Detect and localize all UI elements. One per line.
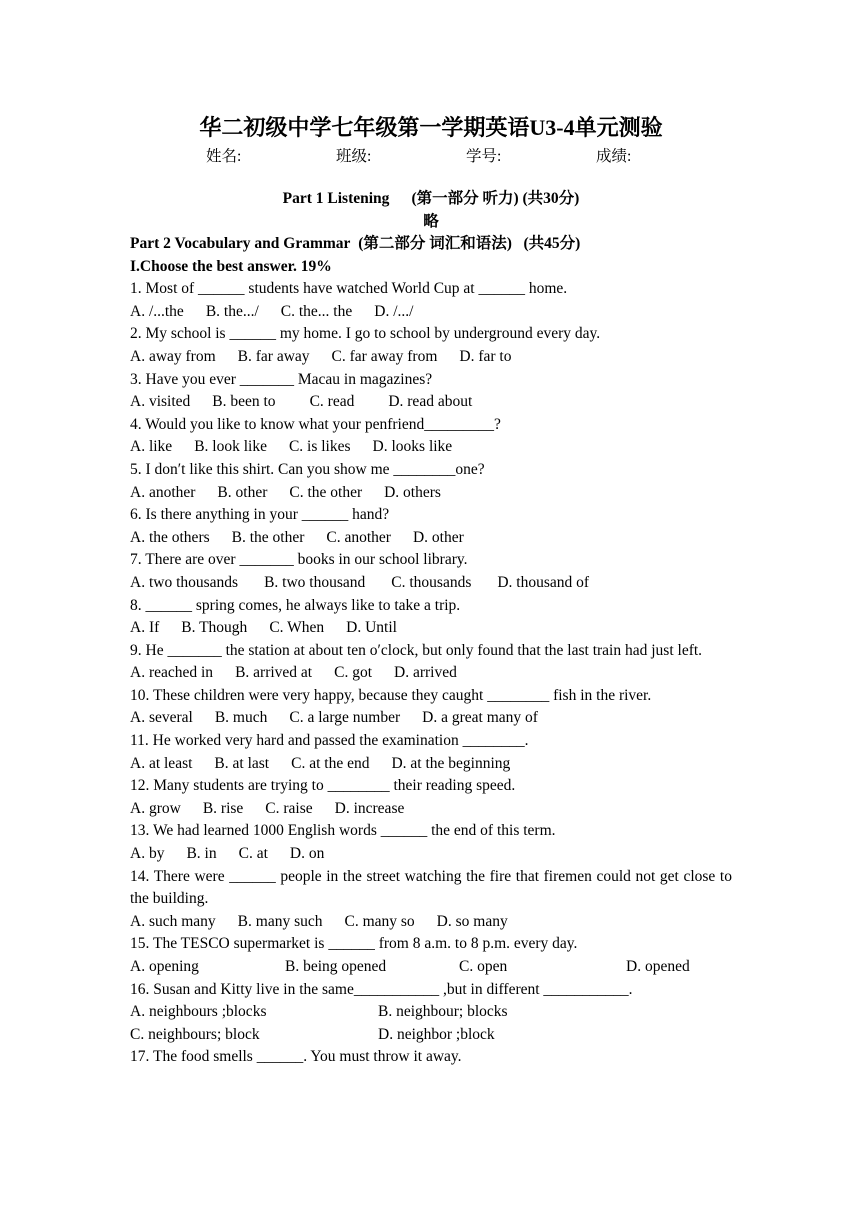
option-b: B. neighbour; blocks [378, 1003, 508, 1021]
page-title: 华二初级中学七年级第一学期英语U3-4单元测验 [199, 115, 663, 140]
part2-score: (共45分) [523, 235, 581, 252]
options-10 [130, 707, 732, 730]
option-b: B. the.../ [205, 302, 259, 320]
option-a: A. like [130, 438, 173, 456]
option-d: D. read about [388, 393, 473, 411]
option-c: C. at [238, 845, 268, 863]
options-15 [130, 956, 732, 979]
option-a: A. If [130, 619, 160, 637]
option-b: B. far away [237, 347, 310, 365]
question-11: 11. He worked very hard and passed the examination ________. [130, 732, 529, 750]
question-8: 8. ______ spring comes, he always like to take a trip. [130, 596, 461, 614]
option-a: A. several [130, 709, 193, 727]
question-2: 2. My school is ______ my home. I go to school by underground every day. [130, 325, 601, 343]
options-9 [130, 662, 732, 685]
option-b: B. two thousand [264, 573, 366, 591]
option-a: A. opening [130, 958, 199, 975]
options-6 [130, 527, 732, 550]
option-a: A. by [130, 845, 165, 863]
options-2 [130, 346, 732, 369]
option-d: D. opened [626, 958, 690, 975]
option-c: C. another [326, 528, 391, 546]
option-d: D. thousand of [497, 573, 590, 591]
option-a: A. two thousands [130, 573, 239, 591]
option-b: B. been to [212, 393, 276, 411]
option-b: B. the other [231, 528, 305, 546]
question-5: 5. I don′t like this shirt. Can you show me ________one? [130, 460, 485, 478]
option-d: D. other [412, 528, 464, 546]
options-12 [130, 798, 732, 821]
part1-cn-title: (第一部分 听力) [411, 190, 519, 207]
option-b: B. rise [202, 799, 244, 817]
option-c: C. the other [289, 483, 363, 501]
part1-heading [130, 187, 732, 211]
question-3: 3. Have you ever _______ Macau in magazines? [130, 370, 433, 388]
options-16-row1 [130, 1001, 732, 1024]
option-a: A. reached in [130, 664, 214, 682]
options-16-row2 [130, 1024, 732, 1047]
question-12: 12. Many students are trying to ________ their reading speed. [130, 777, 516, 795]
question-14: 14. There were ______ people in the street watching the fire that firemen could not get close to the building. [130, 867, 732, 908]
option-b: B. many such [237, 912, 323, 930]
option-a: A. at least [130, 754, 193, 772]
part1-score: (共30分) [522, 190, 580, 207]
option-b: B. other [217, 483, 268, 501]
option-a: A. /...the [130, 302, 184, 320]
option-c: C. at the end [291, 754, 370, 772]
options-1 [130, 301, 732, 324]
option-b: B. much [214, 709, 268, 727]
option-c: C. got [334, 664, 373, 682]
question-10: 10. These children were very happy, because they caught ________ fish in the river. [130, 686, 652, 704]
option-d: D. on [289, 845, 325, 863]
question-17: 17. The food smells ______. You must throw it away. [130, 1048, 462, 1066]
class-label: 班级: [336, 148, 372, 165]
option-c: C. the... the [280, 302, 353, 320]
question-13: 13. We had learned 1000 English words ______ the end of this term. [130, 822, 556, 840]
option-a: A. another [130, 483, 196, 501]
option-d: D. increase [334, 799, 405, 817]
score-label: 成绩: [596, 148, 632, 165]
question-15: 15. The TESCO supermarket is ______ from 8 a.m. to 8 p.m. every day. [130, 935, 578, 953]
option-d: D. Until [346, 619, 397, 637]
options-4 [130, 436, 732, 459]
option-d: D. so many [436, 912, 508, 930]
option-b: B. in [186, 845, 217, 863]
option-b: B. look like [194, 438, 267, 456]
name-label: 姓名: [206, 148, 242, 165]
option-d: D. a great many of [422, 709, 538, 727]
options-8 [130, 617, 732, 640]
option-c: C. far away from [331, 347, 438, 365]
options-7 [130, 572, 732, 595]
option-d: D. /.../ [374, 302, 414, 320]
student-id-label: 学号: [466, 148, 502, 165]
option-a: A. the others [130, 528, 210, 546]
part2-heading [130, 233, 732, 256]
question-4: 4. Would you like to know what your penfriend_________? [130, 415, 501, 433]
question-7: 7. There are over _______ books in our school library. [130, 551, 468, 569]
options-11 [130, 753, 732, 776]
section1-title: I.Choose the best answer. 19% [130, 257, 332, 275]
option-c: C. When [269, 619, 325, 637]
option-b: B. at last [214, 754, 270, 772]
option-d: D. neighbor ;block [378, 1025, 495, 1043]
option-d: D. at the beginning [391, 754, 511, 772]
option-d: D. far to [459, 347, 512, 365]
test-page [130, 113, 732, 1069]
option-c: C. thousands [391, 573, 472, 591]
option-d: D. others [384, 483, 441, 501]
options-13 [130, 843, 732, 866]
option-c: C. is likes [288, 438, 351, 456]
question-6: 6. Is there anything in your ______ hand? [130, 506, 390, 524]
option-d: D. looks like [372, 438, 453, 456]
option-c: C. many so [344, 912, 415, 930]
option-c: C. read [309, 393, 355, 411]
options-14 [130, 911, 732, 934]
part1-omitted: 略 [423, 213, 439, 230]
option-a: A. visited [130, 393, 191, 411]
option-a: A. such many [130, 912, 216, 930]
part2-cn-title: (第二部分 词汇和语法) [358, 235, 512, 252]
part1-title: Part 1 Listening [282, 190, 390, 207]
option-b: B. arrived at [235, 664, 313, 682]
option-c: C. open [459, 958, 508, 975]
options-5 [130, 482, 732, 505]
question-1: 1. Most of ______ students have watched World Cup at ______ home. [130, 280, 568, 298]
options-3 [130, 391, 732, 414]
option-c: C. a large number [289, 709, 401, 727]
option-a: A. away from [130, 347, 216, 365]
option-c: C. raise [265, 799, 313, 817]
student-info-row [130, 145, 732, 169]
option-d: D. arrived [394, 664, 457, 682]
option-c: C. neighbours; block [130, 1025, 260, 1043]
option-b: B. Though [181, 619, 248, 637]
option-b: B. being opened [285, 958, 387, 975]
question-9: 9. He _______ the station at about ten o′clock, but only found that the last train had just left. [130, 641, 703, 659]
part2-title: Part 2 Vocabulary and Grammar [130, 235, 351, 252]
option-a: A. neighbours ;blocks [130, 1003, 267, 1021]
question-16: 16. Susan and Kitty live in the same___________ ,but in different ___________. [130, 980, 633, 998]
option-a: A. grow [130, 799, 181, 817]
